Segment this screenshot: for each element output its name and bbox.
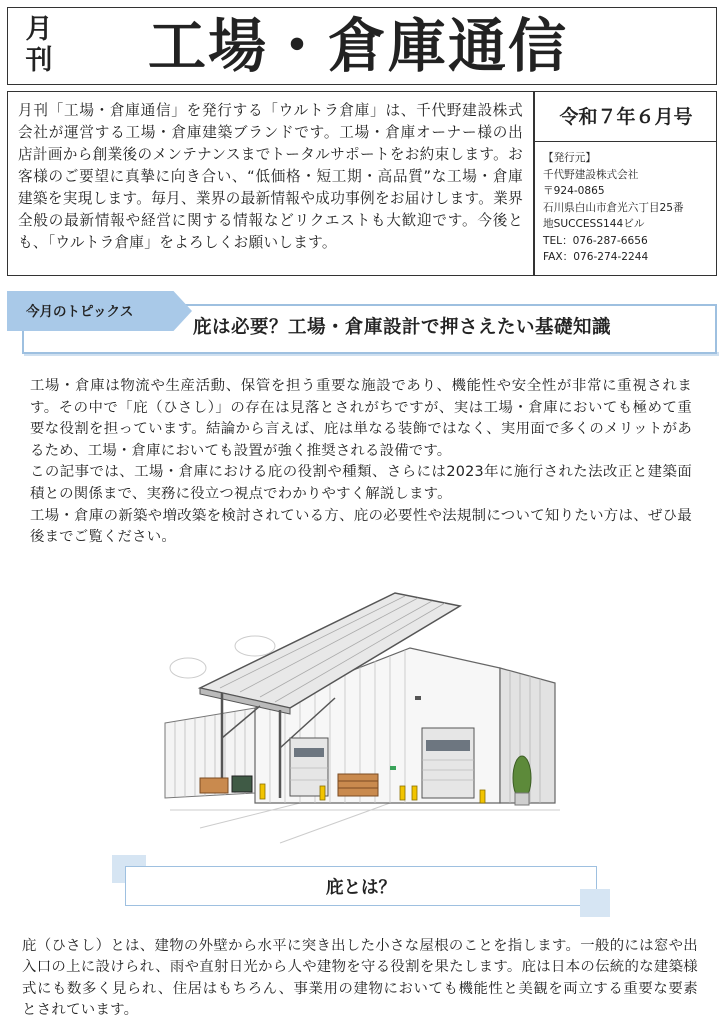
sub-heading: 庇とは？ <box>326 878 396 898</box>
publisher-postal: 〒924-0865 <box>543 185 605 197</box>
publisher-label: 【発行元】 <box>543 152 596 164</box>
publisher-company: 千代野建設株式会社 <box>543 168 639 181</box>
issue-date: 令和７年６月号 <box>535 92 717 142</box>
warehouse-illustration <box>160 588 565 850</box>
masthead <box>7 7 717 85</box>
monthly-char-1: 月 <box>25 14 53 45</box>
publisher-info <box>543 150 715 266</box>
intro-text: 月刊「工場・倉庫通信」を発行する「ウルトラ倉庫」は、千代野建設株式会社が運営する工場・倉庫建築ブランドです。工場・倉庫オーナー様の出店計画から創業後のメンテナンスまでトータルサポートをお約束します。お客様のご要望に真摯に向き合い、“低価格・短工期・高品質”な工場・倉庫建築を実現します。毎月、業界の最新情報や成功事例をお届けします。業界全般の最新情報や経営に関する情報などリクエストも大歓迎です。今後とも、「ウルトラ倉庫」をよろしくお願いします。 <box>18 102 523 251</box>
article-paragraph-2: この記事では、工場・倉庫における庇の役割や種類、さらには2023年に施行された法改正と建築面積との関係まで、実務に役立つ視点でわかりやすく解説します。 <box>30 464 692 502</box>
publisher-address-1: 石川県白山市倉光六丁目25番 <box>543 201 684 214</box>
definition-text: 庇（ひさし）とは、建物の外壁から水平に突き出した小さな屋根のことを指します。一般的には窓や出入口の上に設けられ、雨や直射日光から人や建物を守る役割を果たします。庇は日本の伝統的な建築様式にも数多く見られ、住居はもちろん、事業用の建物においても機能性と美観を両立する重要な要素とされています。 <box>22 938 698 1019</box>
monthly-char-2: 刊 <box>25 45 53 76</box>
topic-title: 庇は必要？工場・倉庫設計で押さえたい基礎知識 <box>193 317 612 338</box>
article-body <box>30 376 692 549</box>
article-paragraph-3: 工場・倉庫の新築や増改築を検討されている方、庇の必要性や法規制について知りたい方は、ぜひ最後までご覧ください。 <box>30 507 692 546</box>
intro-box <box>7 91 717 276</box>
publisher-address-2: 地SUCCESS144ビル <box>543 218 645 230</box>
monthly-label <box>24 14 54 76</box>
newsletter-title: 工場・倉庫通信 <box>148 12 569 80</box>
article-paragraph-1: 工場・倉庫は物流や生産活動、保管を担う重要な施設であり、機能性や安全性が非常に重視されます。その中で「庇（ひさし）」の存在は見落とされがちですが、実は工場・倉庫においても極めて重要な役割を担っています。結論から言えば、庇は単なる装飾ではなく、実用面で多くのメリットがあるため、工場・倉庫においても設置が強く推奨される設備です。 <box>30 378 692 459</box>
publisher-fax: FAX：076-274-2244 <box>543 251 649 263</box>
topic-tag-label: 今月のトピックス <box>26 304 134 320</box>
publisher-tel: TEL：076-287-6656 <box>543 234 648 247</box>
